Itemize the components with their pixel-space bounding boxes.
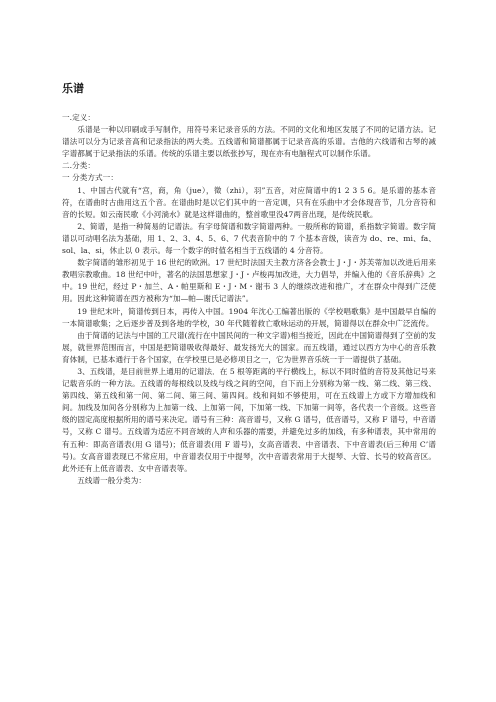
paragraph: 五线谱一般分类为： [77,475,146,485]
document-title: 乐谱 [62,82,84,95]
paragraph: 一 分类方式一： [62,173,118,183]
paragraph: 乐谱是一种以印刷或手写制作，用符号来记录音乐的方法。不同的文化和地区发展了不同的记谱方法。记谱法可以分为记录音高和记录指法的两大类。五线谱和简谱都属于记录音高的乐谱。吉他的六线谱和古琴的减字谱都属于记录指法的乐谱。传统的乐谱主要以纸张抄写，现在亦有电脑程式可以制作乐谱。 [62,125,436,159]
paragraph: 3、五线谱，是目前世界上通用的记谱法．在 5 根等距离的平行横线上，标以不同时值的音符及其他记号来记载音乐的一种方法。五线谱的每根线以及线与线之间的空间，自下而上分别称为第一线、第二线、第三线、第四线、第五线和第一间、第二间、第三间、第四间。线和间如不够使用，可在五线谱上方或下方增加线和间。加线及加间各分别称为上加第一线、上加第一间，下加第一线、下加第一间等，各代表一个音级。这些音级的固定高度根据所用的谱号来决定。谱号有三种：高音谱号，又称 G 谱号，低音谱号，又称 F 谱号，中音谱号，又称 C 谱号。五线谱为适应不同音域的人声和乐器的需要，并避免过多的加线，有多种谱表，其中常用的有五种：即高音谱表(用 G 谱号)；低音谱表(用 F 谱号)，女高音谱表、中音谱表、下中音谱表(后三种用 C’谱号)。女高音谱表现已不常应用，中音谱表仅用于中提琴，次中音谱表常用于大提琴、大管、长号的较高音区。此外还有上低音谱表、女中音谱表等。 [62,366,436,473]
document-body [62,112,436,487]
paragraph: 一.定义： [62,113,96,122]
paragraph: 1、中国古代就有“宫，商，角（jue），徵（zhi），羽”五音，对应简谱中的1 2 3 5 6。是乐谱的基本音符，在谱曲时古曲用这五个音。在谱曲时是以它们其中的一音定调，只有在乐曲中才会体现音节，几分音符和音的长短。如云南民歌《小河淌水》就是这样谱曲的，整首歌里没47两音出现，是传统民歌。 [62,185,436,219]
paragraph: 二.分类： [62,161,96,171]
paragraph: 由于简谱的记法与中国的工尺谱(流行在中国民间的一种文字谱)相当接近，因此在中国简谱得到了空前的发展，就世界范围而言，中国是把简谱吸收得最好、最发扬光大的国家。而五线谱，通过以西方为中心的音乐教育体制，已基本通行于各个国家，在学校里已是必修项目之一，它为世界音乐统一于一谱提供了基础。 [62,330,436,364]
paragraph: 数字简谱的雏形初见于 16 世纪的欧洲。17 世纪时法国天主教方济各会教士 J・J・苏芙蒂加以改进后用来教唱宗教歌曲。18 世纪中叶，著名的法国思想家 J・J・卢梭再加改进，大力倡导，并编入他的《音乐辞典》之中。19 世纪，经过 P・加兰、A・帕里斯和 E・J・M・谢韦 3 人的继续改进和推广，才在群众中得到广泛使用。因此这种简谱在西方被称为“加—帕—谢氏记谱法”。 [62,258,436,304]
paragraph: 2、简谱，是指一种简易的记谱法。有字母简谱和数字简谱两种。一般所称的简谱，系指数字简谱。数字简谱以可动唱名法为基础，用 1、2、3、4、5、6、7 代表音阶中的 7 个基本音级，读音为 do、re、mi、fa、sol、la、si，休止以 0 表示。每一个数字的时值名相当于五线谱的 4 分音符。 [62,221,436,256]
paragraph: 19 世纪末叶，简谱传到日本，再传入中国。1904 年沈心工编著出版的《学校唱歌集》是中国最早自编的一本简谱歌集；之后逐步普及到各地的学校，30 年代随着救亡歌咏运动的开展，简谱得以在群众中广泛流传。 [62,306,436,328]
